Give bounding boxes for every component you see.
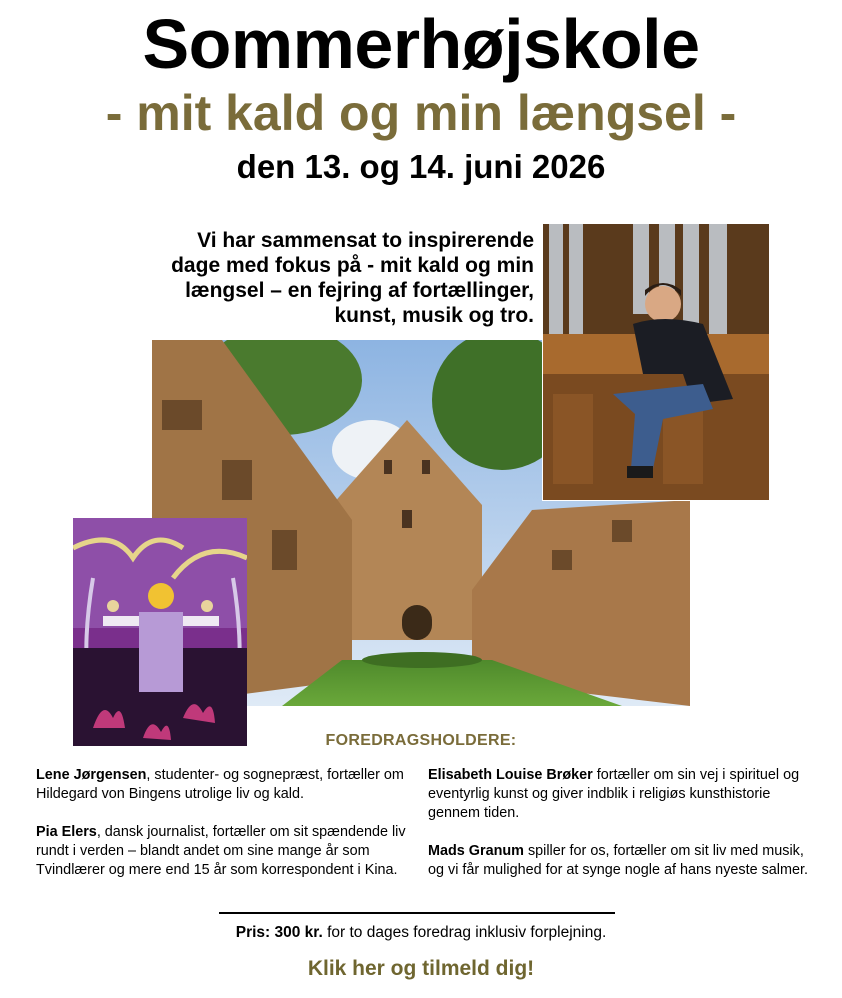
speaker-description: , dansk journalist, fortæller om sit spændende liv rundt i verden – blandt andet om sine mange år som Tvindlærer og mere end 15 år som korrespondent i Kina. [36, 824, 406, 878]
price-description: for to dages foredrag inklusiv forplejning. [322, 924, 607, 941]
speaker-entry [36, 823, 414, 880]
speaker-name: Mads Granum [428, 843, 524, 859]
speaker-entry [428, 842, 808, 880]
speaker-name: Lene Jørgensen [36, 767, 147, 783]
speaker-description: spiller for os, fortæller om sit liv med musik, og vi får mulighed for at synge nogle af hans nyeste salmer. [428, 843, 808, 878]
intro-text [110, 228, 534, 328]
signup-link[interactable]: Klik her og tilmeld dig! [307, 957, 535, 980]
intro-line: længsel – en fejring af fortællinger, [185, 279, 534, 302]
speaker-description: fortæller om sin vej i spirituel og eventyrlig kunst og giver indblik i religiøs kunsthistorie gennem tiden. [428, 767, 800, 821]
speaker-name: Pia Elers [36, 824, 97, 840]
event-date: den 13. og 14. juni 2026 [236, 148, 606, 185]
speakers-right-column [428, 766, 808, 899]
speakers-left-column [36, 766, 414, 899]
page-subtitle: - mit kald og min længsel - [105, 85, 737, 141]
tapestry-photo [73, 518, 247, 746]
page-title: Sommerhøjskole [142, 5, 700, 83]
speaker-name: Elisabeth Louise Brøker [428, 767, 593, 783]
intro-line: dage med fokus på - mit kald og min [171, 254, 534, 277]
speakers-heading: FOREDRAGSHOLDERE: [325, 732, 517, 749]
speaker-entry [36, 766, 414, 804]
price-info [0, 924, 842, 942]
organist-photo [543, 224, 769, 500]
intro-line: Vi har sammensat to inspirerende [197, 229, 534, 252]
price-label: Pris [235, 924, 266, 941]
price-amount: : 300 kr. [265, 924, 323, 941]
speaker-description: , studenter- og sognepræst, fortæller om Hildegard von Bingens utrolige liv og kald. [36, 767, 404, 802]
divider [219, 912, 615, 914]
speaker-entry [428, 766, 808, 823]
intro-line: kunst, musik og tro. [334, 304, 534, 327]
